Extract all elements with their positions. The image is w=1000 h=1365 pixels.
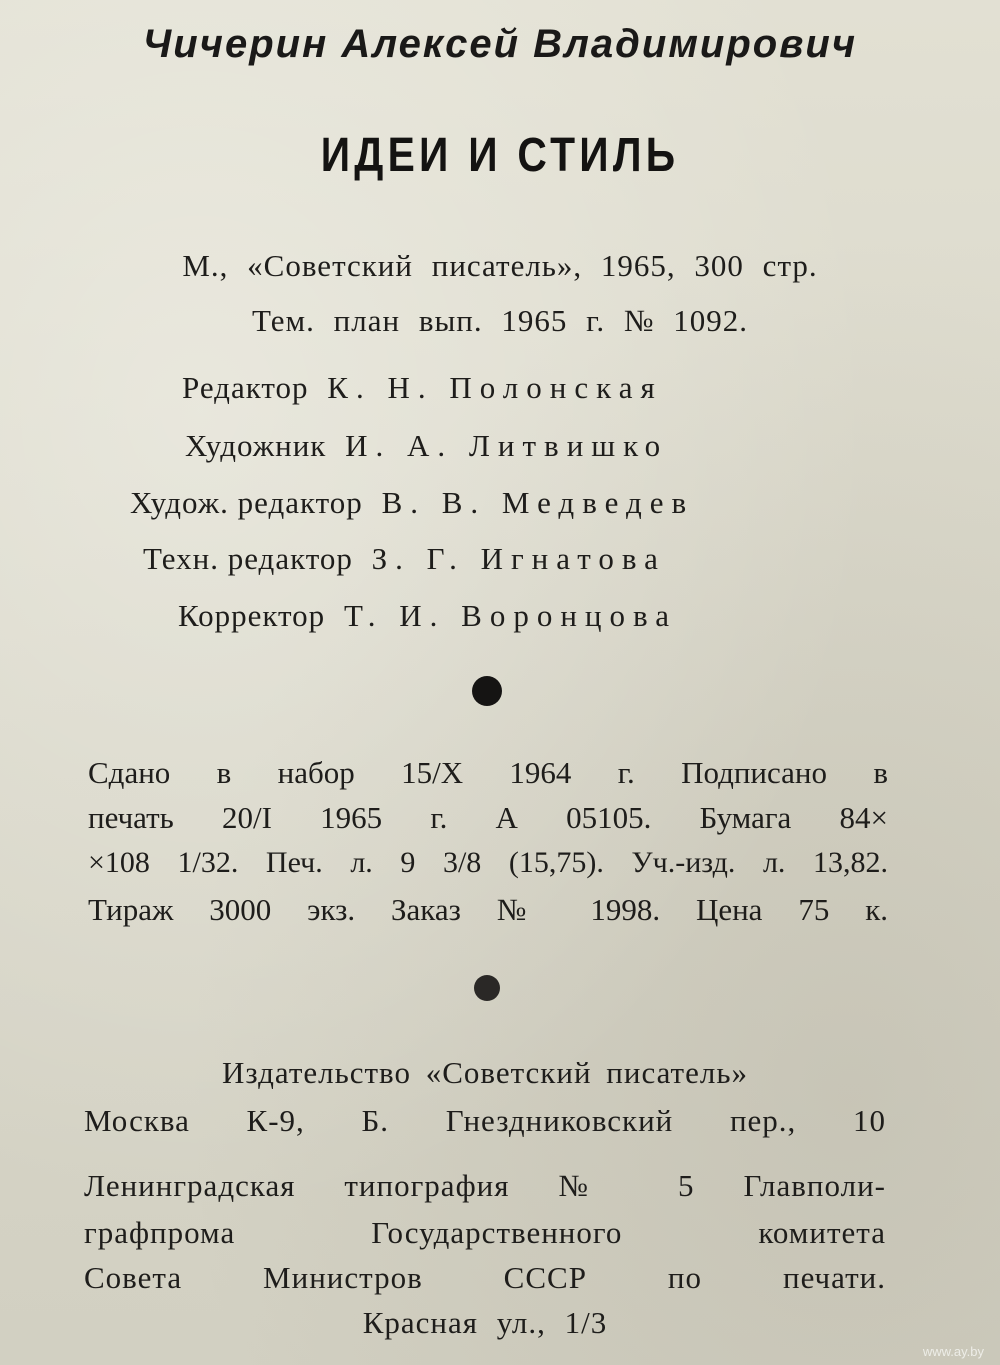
watermark: www.ay.by [922, 1344, 984, 1359]
credit-role: Худож. редактор [130, 485, 363, 520]
separator-dot [472, 676, 502, 706]
credit-role: Художник [185, 428, 327, 463]
credit-person: З. Г. Игнатова [371, 541, 666, 576]
publisher-address: Москва К-9, Б. Гнездниковский пер., 10 [84, 1103, 886, 1138]
credit-person: В. В. Медведев [381, 485, 695, 520]
credit-tech-editor [143, 541, 666, 577]
publisher-name: Издательство «Советский писатель» [222, 1055, 748, 1090]
credit-role: Редактор [182, 370, 309, 405]
credit-proofreader [178, 598, 677, 634]
printer-line-3: Совета Министров СССР по печати. [84, 1260, 886, 1295]
credit-role: Корректор [178, 598, 326, 633]
production-line-1: Сдано в набор 15/X 1964 г. Подписано в [88, 755, 888, 790]
publication-line: М., «Советский писатель», 1965, 300 стр. [182, 248, 818, 283]
credit-person: И. А. Литвишко [345, 428, 669, 463]
printer-line-1: Ленинградская типография № 5 Главполи- [84, 1168, 886, 1203]
production-line-3: ×108 1/32. Печ. л. 9 3/8 (15,75). Уч.-изд. л. 13,82. [88, 846, 888, 879]
credit-art-editor [130, 485, 694, 521]
thematic-plan-line: Тем. план вып. 1965 г. № 1092. [252, 303, 748, 338]
printer-line-2: графпрома Государственного комитета [84, 1215, 886, 1250]
production-line-2: печать 20/I 1965 г. А 05105. Бумага 84× [88, 800, 888, 835]
credit-person: К. Н. Полонская [327, 370, 663, 405]
production-line-4: Тираж 3000 экз. Заказ № 1998. Цена 75 к. [88, 892, 888, 927]
separator-dot [474, 975, 500, 1001]
credit-artist [185, 428, 668, 464]
author-name: Чичерин Алексей Владимирович [142, 22, 858, 66]
printer-line-4: Красная ул., 1/3 [362, 1305, 608, 1340]
credit-role: Техн. редактор [143, 541, 353, 576]
book-title: ИДЕИ И СТИЛЬ [320, 129, 680, 182]
credit-editor [182, 370, 663, 406]
credit-person: Т. И. Воронцова [343, 598, 678, 633]
